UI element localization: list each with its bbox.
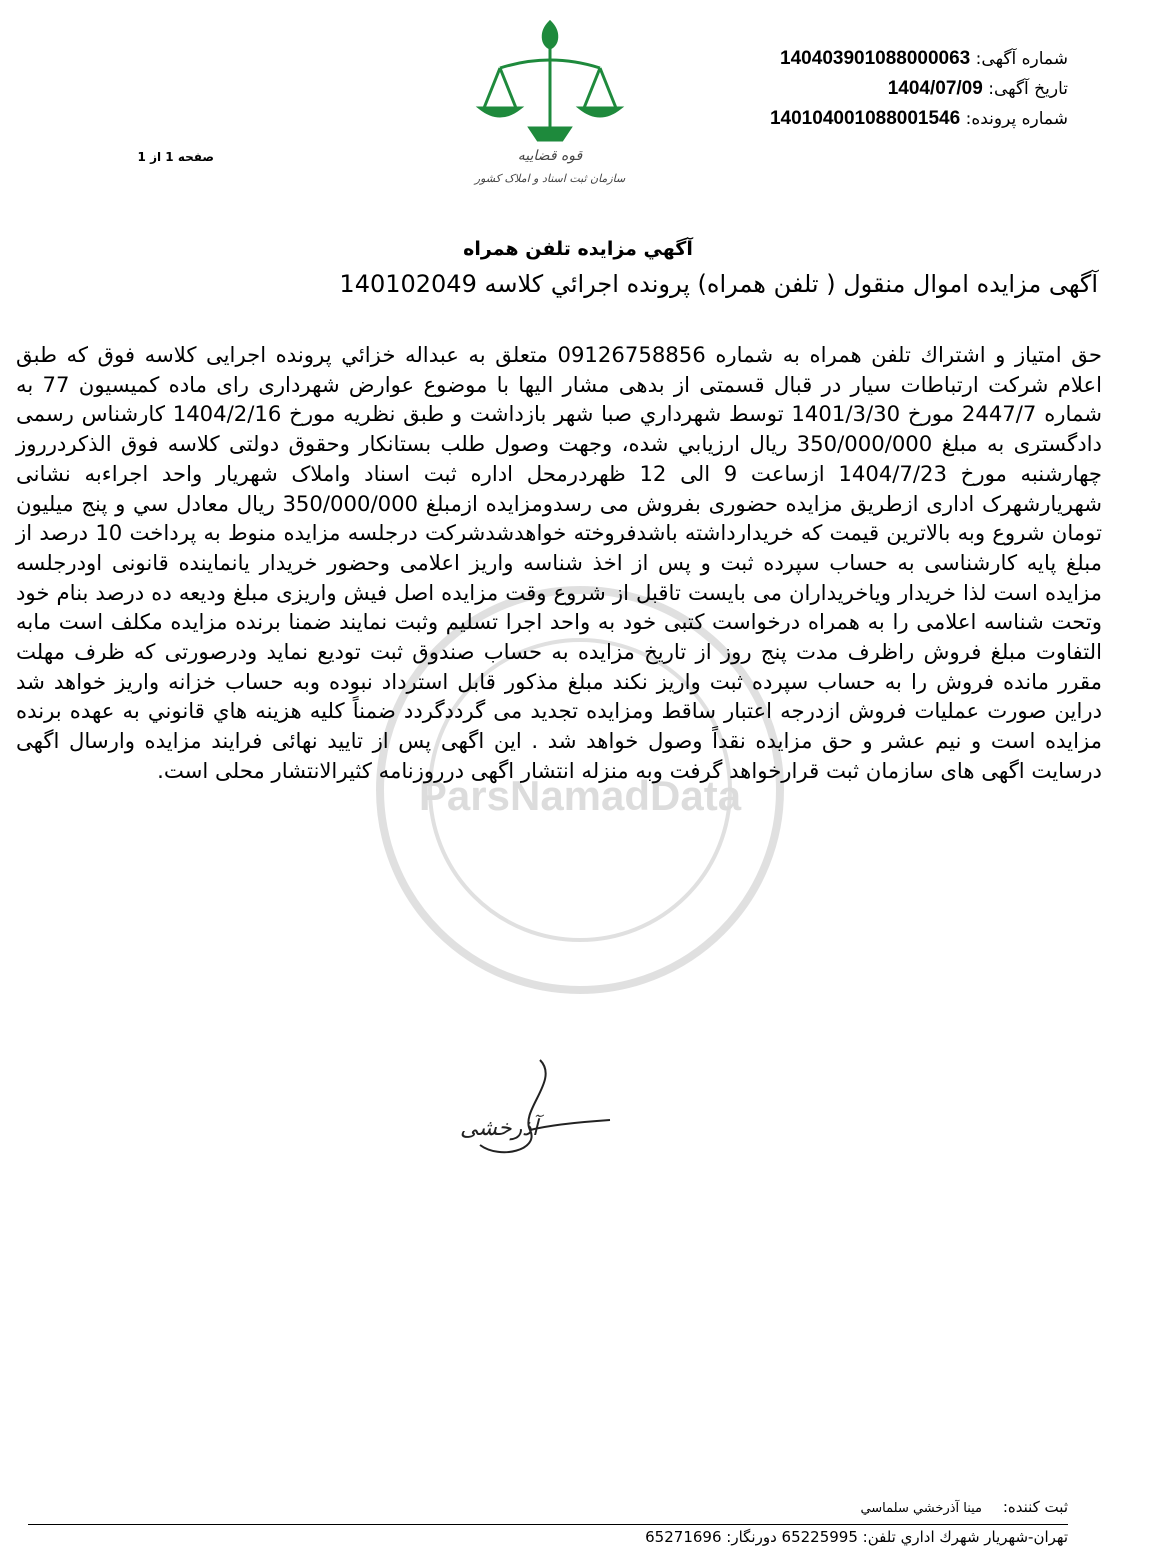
judiciary-emblem <box>470 8 630 198</box>
recorder-label: ثبت كننده: <box>1002 1498 1068 1516</box>
notice-date: 1404/07/09 <box>887 78 983 99</box>
notice-date-label: تاریخ آگهی: <box>988 79 1068 99</box>
signature-text: آذرخشی <box>460 1116 539 1141</box>
footer-address: تهران-شهريار شهرك اداري تلفن: 65225995 دورنگار: 65271696 <box>645 1528 1068 1546</box>
notice-date-row <box>648 74 1068 104</box>
notice-number-row <box>648 44 1068 74</box>
notice-subtitle: آگهی مزایده اموال منقول ( تلفن همراه) پرونده اجرائي كلاسه 140102049 <box>339 270 1098 298</box>
case-number-label: شماره پرونده: <box>965 109 1068 129</box>
notice-body: حق امتياز و اشتراك تلفن همراه به شماره 09126758856 متعلق به عبداله خزائي پرونده اجرایی کلاسه فوق که طبق اعلام شركت ارتباطات سيار در قبال قسمتی از بدهی مشار اليها با موضوع عوارض شهرداری رای ماده كميسيون 77 به شماره 2447/7 مورخ 1401/3/30 توسط شهرداري صبا شهر بازداشت و طبق نظريه مورخ 1404/2/16 كارشناس رسمی دادگستری به مبلغ 350/000/000 ريال ارزيابي شده، وجهت وصول طلب بستانكار وحقوق دولتی كلاسه فوق الذكردرروز چهارشنبه مورخ 1404/7/23 ازساعت 9 الی 12 ظهردرمحل اداره ثبت اسناد واملاک شهريار واحد اجراءبه نشانی شهريارشهرک اداری ازطريق مزايده حضوری بفروش می رسدومزايده ازمبلغ 350/000/000 ريال معادل سي و پنج ميليون تومان شروع وبه بالاترين قيمت كه خريدارداشته باشدفروخته خواهدشدشركت درجلسه مزايده منوط به پرداخت 10 درصد از مبلغ پايه كارشناسی به حساب سپرده ثبت و پس از اخذ شناسه واريز اعلامی وحضور خريدار يانماينده قانونی اودرجلسه مزايده است لذا خريدار وياخريداران می بايست تاقبل از شروع وقت مزايده اصل فيش واريزی مبلغ وديعه ده درصد بنام خود وتحت شناسه اعلامی را به همراه درخواست كتبی خود به واحد اجرا تسليم وثبت نمايند ضمنا برنده مزايده مكلف است مابه التفاوت مبلغ فروش راظرف مدت پنج روز از تاريخ مزايده به حساب صندوق ثبت توديع نمايد ودرصورتی كه ظرف مهلت مقرر مانده فروش را به حساب سپرده ثبت واريز نكند مبلغ مذكور قابل استرداد نبوده وبه حساب خزانه واريز خواهد شد دراين صورت عمليات فروش ازدرجه اعتبار ساقط ومزايده تجديد می گرددگردد ضمناً كليه هزينه هاي قانوني به عهده برنده مزايده است و نيم عشر و حق مزايده نقداً وصول خواهد شد . اين اگهی پس از تاييد نهائی فرايند مزايده وارسال اگهی درسايت اگهی های سازمان ثبت قرارخواهد گرفت وبه منزله انتشار اگهی درروزنامه كثيرالانتشار محلی است. <box>16 342 1102 783</box>
page-indicator: صفحه 1 از 1 <box>137 150 214 164</box>
notice-number-label: شماره آگهی: <box>975 49 1068 69</box>
emblem-caption-1: قوه قضاییه <box>517 148 583 164</box>
case-number: 140104001088001546 <box>769 108 961 129</box>
notice-meta <box>648 44 1068 134</box>
signature <box>420 1050 620 1170</box>
watermark-text: ParsNamadData <box>418 772 742 819</box>
case-number-row <box>648 104 1068 134</box>
footer-divider <box>28 1524 1068 1525</box>
recorder-name: مينا آذرخشي سلماسي <box>860 1501 983 1516</box>
notice-number: 140403901088000063 <box>780 48 971 69</box>
recorder-line <box>600 1498 1068 1516</box>
notice-title: آگهي مزايده تلفن همراه <box>463 238 693 260</box>
emblem-caption-2: سازمان ثبت اسناد و املاک کشور <box>474 172 626 185</box>
